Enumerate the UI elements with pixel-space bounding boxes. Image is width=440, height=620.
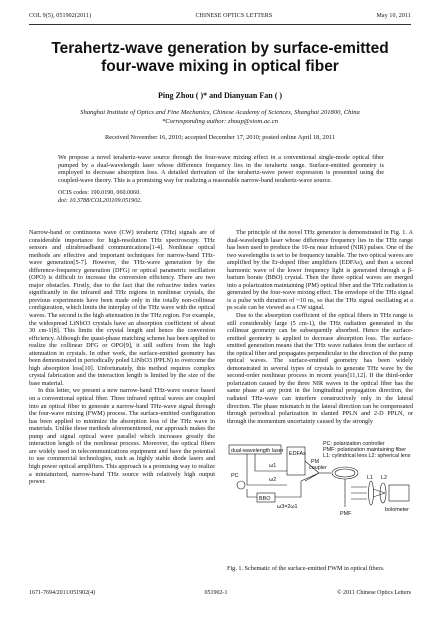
affiliation-block [0, 108, 440, 126]
legend-pmf: PMF: polarization maintaining fiber [323, 447, 406, 453]
body-paragraph: In this letter, we present a new narrow-band THz-wave source based on a conventional optical fiber. Three infrared optical waves are coupled into an optical fiber to generate a narrow-band THz-wave signal through the four-wave mixing (FWM) process. The surface-emitted configuration has been applied to minimize the absorption loss of the THz wave in materials. Unlike those methods aforementioned, our approach makes the pump and signal optical wave parallel which increases greatly the interaction length of the nonlinear process. Moreover, the optical fibers are widely used in telecommunications equipment and have the potential to use commercial technologies, such as highly stable diode lasers and high power optical amplifiers. This approach is a promising way to realize a miniaturized, narrow-band THz source with relatively high output power. [29, 387, 215, 486]
issn: 1671-7694/2011/051902(4) [29, 590, 96, 596]
lens-l1 [369, 481, 374, 505]
page-footer [29, 590, 411, 596]
ocis-codes: OCIS codes: 190.0190, 060.0060. [58, 190, 141, 196]
codes-block [58, 190, 142, 205]
pc-label: PC [231, 473, 239, 479]
schematic-diagram [227, 441, 415, 565]
bbo-label: BBO [259, 496, 271, 502]
header-rule [29, 24, 411, 25]
edfa-label: EDFAs [289, 451, 306, 457]
journal-name: CHINESE OPTICS LETTERS [195, 13, 273, 19]
legend-lenses: L1: cylindrical lens L2: spherical lens [323, 453, 411, 459]
affiliation: Shanghai Institute of Optics and Fine Mechanics, Chinese Academy of Sciences, Shanghai 201800, China [80, 109, 360, 116]
copyright: © 2011 Chinese Optics Letters [336, 590, 411, 596]
figure-caption: Fig. 1. Schematic of the surface-emitted FWM in optical fibers. [227, 565, 385, 572]
pc-coil [237, 481, 245, 489]
coupler-label: PM coupler [309, 459, 327, 471]
pmf-coil-2 [335, 469, 355, 477]
issue-date: May 10, 2011 [376, 13, 411, 19]
right-column [227, 229, 413, 425]
paper-title [0, 40, 440, 76]
page-number: 051902-1 [204, 590, 228, 596]
omega-2-label: ω2 [269, 477, 277, 483]
title-line-1: Terahertz-wave generation by surface-emitted [51, 40, 389, 57]
legend-pc: PC: polarization controller [323, 441, 385, 447]
lens-l2-label: L2 [381, 475, 387, 481]
body-paragraph: Due to the absorption coefficient of the optical fibers in THz range is still considerably large (5 cm-1), the THz radiation generated in the collinear geometry can be subsequently absorbed. Hence the surface-emitted geometry is applied to decrease absorption loss. The surface-emitted generation means that the THz wave radiates from the surface of the optical fiber and propagates perpendicular to the direction of the pump optical waves. The surface-emitted geometry has been widely demonstrated in several types of crystals to generate THz wave by the second-order nonlinear process in recent years[11,12]. If the third-order polarization caused by the three NIR waves in the optical fiber has the same phase at any point in the longitudinal propagation direction, the radiated THz-wave can interfere constructively only in the lateral direction. The phase mismatch in the lateral direction can be compensated through periodical polarization in slanted PPLN and 2-D PPLN, or through the momentum uncertainty caused by the strongly [227, 312, 413, 425]
running-header [29, 13, 411, 23]
corresponding-author: *Corresponding author: zhoup@siom.ac.cn [161, 118, 279, 125]
bolometer-label: bolometer [385, 507, 409, 513]
bolometer-box [389, 485, 409, 501]
lens-l1-label: L1 [367, 475, 373, 481]
focus-lines [373, 489, 385, 497]
title-line-2: four-wave mixing in optical fiber [101, 58, 339, 75]
pmf-label: PMF [340, 511, 352, 517]
omega-3-label: ω3=2ω1 [277, 504, 298, 510]
left-column [29, 229, 215, 486]
fiber-path-3 [247, 481, 301, 497]
body-paragraph: Narrow-band or continuous wave (CW) terahertz (THz) signals are of considerable importance for high-resolution THz spectroscopy. THz sensors and ultrabroadband communications[1-4]. Nonlinear optical methods are effective and important techniques for narrow-band THz-wave generation[5-7]. However, the THz-wave generation by the difference-frequency generation (DFG) or optical parametric oscillation (OPO) is difficult to increase the conversion efficiency. There are two major obstacles. Firstly, due to the fact that the refractive index varies significantly in the infrared and THz regions in nonlinear crystals, the previous experiments have been made only in the totally non-collinear configuration, which limits the interplay of the THz wave with the optical waves. The second is the high attenuation in the THz region. For example, the widespread LiNbO3 crystals have an absorption coefficient of about 30 cm-1[8]. This limits the crystal length and hence the conversion efficiency. Although the quasi-phase matching scheme has been applied to realize the collinear DFG or OPO[9], it still suffers from the high attenuation in crystals. In other work, the surface-emitted geometry has been demonstrated in periodically poled LiNbO3 (PPLN) to overcome the high absorption loss[10]. Unfortunately, this method requires complex crystal fabrication and the interaction length is limited by the size of the base material. [29, 229, 216, 387]
author-list: Ping Zhou ( )* and Dianyuan Fan ( ) [157, 91, 283, 100]
figure-legend [323, 441, 411, 459]
thz-rays [351, 487, 367, 499]
laser-label: dual-wavelength laser [231, 448, 284, 454]
figure-1 [227, 441, 415, 569]
doi: doi: 10.3788/COL201109.051902. [58, 197, 142, 204]
abstract: We propose a novel terahertz-wave source through the four-wave mixing effect in a conventional single-mode optical fiber pumped by a dual-wavelength laser whose difference frequency lies in the terahertz range. Surface-emitted geometry is employed to decrease absorption loss. A detailed derivation of the terahertz-wave power expression is presented using the coupled-wave theory. This is a promising way for realizing a reasonable narrow-band terahertz-wave source. [58, 154, 384, 184]
body-paragraph: The principle of the novel THz generator is demonstrated in Fig. 1. A dual-wavelength laser whose difference frequency lies in the THz range has been used to produce the 10-ns near infrared (NIR) pulses. One of the two wavelengths is set to be frequency tunable. The two optical waves are amplified by the Er-doped fiber amplifiers (EDFAs), and then a second harmonic wave of the lower frequency light is generated through a β-barium borate (BBO) crystal. Then the three optical waves are merged into a polarization maintaining (PM) optical fiber and the THz radiation is generated by the four-wave mixing effect. The envelope of the THz signal is a pulse with duration of ~10 ns, so that the THz signal oscillating at a ps scale can be viewed as a CW signal. [227, 229, 413, 312]
journal-citation: COL 9(5), 051902(2011) [29, 13, 92, 19]
fiber-path-2 [247, 454, 287, 485]
omega-1-label: ω1 [269, 463, 277, 469]
received-dates: Received November 16, 2010; accepted December 17, 2010; posted online April 18, 2011 [105, 134, 335, 141]
